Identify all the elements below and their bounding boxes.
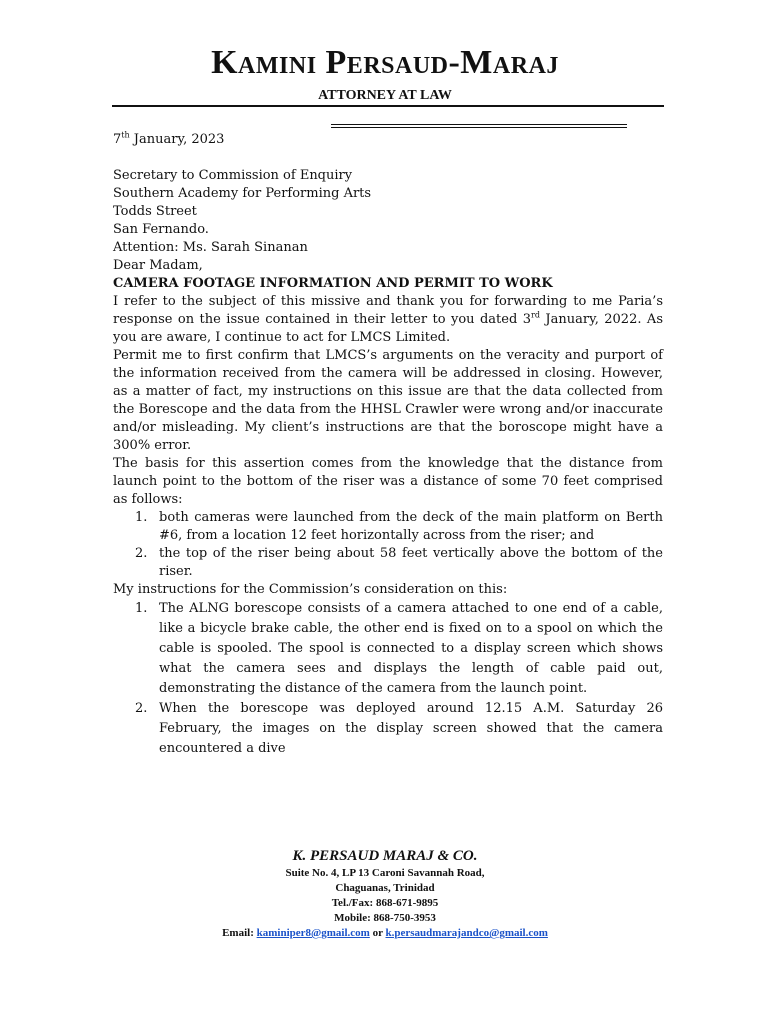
para1-sup: rd [531,310,540,320]
list-number: 1. [135,601,148,616]
list-text: The ALNG borescope consists of a camera attached to one end of a cable, like a bicycle brake cable, the other end is fixed on to a spool on which the cable is spooled. The spool is connected to a display screen which shows what the camera sees and displays the length of cable paid out, demonstrating the distance of the camera from the launch point. [159,601,663,696]
address-line: Todds Street [113,204,197,219]
date-suffix: th [121,130,130,140]
subject-line: CAMERA FOOTAGE INFORMATION AND PERMIT TO WORK [113,276,553,291]
date-day: 7 [113,132,122,147]
list-number: 2. [135,701,148,716]
list-text: the top of the riser being about 58 feet vertically above the bottom of the riser. [159,546,663,579]
letterhead-rule [112,105,664,107]
recipient-address [113,167,663,257]
letterhead-title: ATTORNEY AT LAW [318,88,452,103]
footer-telfax: Tel./Fax: 868-671-9895 [331,897,439,909]
list-text: When the borescope was deployed around 12.15 A.M. Saturday 26 February, the images on the display screen showed that the camera encountered a dive [159,701,663,756]
paragraph-3: The basis for this assertion comes from the knowledge that the distance from launch point to the bottom of the riser was a distance of some 70 feet comprised as follows: [113,456,663,507]
paragraph-2: Permit me to first confirm that LMCS’s arguments on the veracity and purport of the information received from the camera will be addressed in closing. However, as a matter of fact, my instructions on this issue are that the data collected from the Borescope and the data from the HHSL Crawler were wrong and/or inaccurate and/or misleading. My client’s instructions are that the boroscope might have a 300% error. [113,348,663,453]
list-item [113,599,663,699]
email-link-1[interactable]: kaminiper8@gmail.com [256,927,370,939]
footer-address-1: Suite No. 4, LP 13 Caroni Savannah Road, [285,867,485,879]
letter-date [113,131,663,149]
address-line: Attention: Ms. Sarah Sinanan [113,240,308,255]
email-or: or [369,927,386,939]
double-rule-bottom [331,127,627,128]
list-launch-distance [113,509,663,581]
list-instructions [113,599,663,759]
letter-body [113,131,663,759]
double-rule-top [331,124,627,125]
address-line: Secretary to Commission of Enquiry [113,168,353,183]
footer-address-2: Chaguanas, Trinidad [335,882,435,894]
letter-footer [0,846,770,941]
list-number: 1. [135,510,148,525]
para1-text: I refer to the subject of this missive and thank you for forwarding to me Paria’s response on the issue contained in their letter to you dated 3 [113,294,663,327]
para1-text-end: January, 2022. As you are aware, I continue to act for LMCS Limited. [113,312,663,345]
letterhead-name: Kamini Persaud-Maraj [211,44,559,81]
paragraph-1 [113,293,663,347]
footer-mobile: Mobile: 868-750-3953 [334,912,436,924]
email-label: Email: [222,927,257,939]
salutation: Dear Madam, [113,258,203,273]
paragraph-4: My instructions for the Commission’s consideration on this: [113,582,508,597]
address-line: Southern Academy for Performing Arts [113,186,372,201]
address-line: San Fernando. [113,222,209,237]
footer-firm-name: K. PERSAUD MARAJ & CO. [292,848,478,864]
list-text: both cameras were launched from the deck of the main platform on Berth #6, from a location 12 feet horizontally across from the riser; and [159,510,663,543]
date-rest: January, 2023 [129,132,225,147]
footer-email [0,926,770,941]
list-item [113,509,663,545]
list-item [113,699,663,759]
email-link-2[interactable]: k.persaudmarajandco@gmail.com [385,927,548,939]
list-item [113,545,663,581]
list-number: 2. [135,546,148,561]
